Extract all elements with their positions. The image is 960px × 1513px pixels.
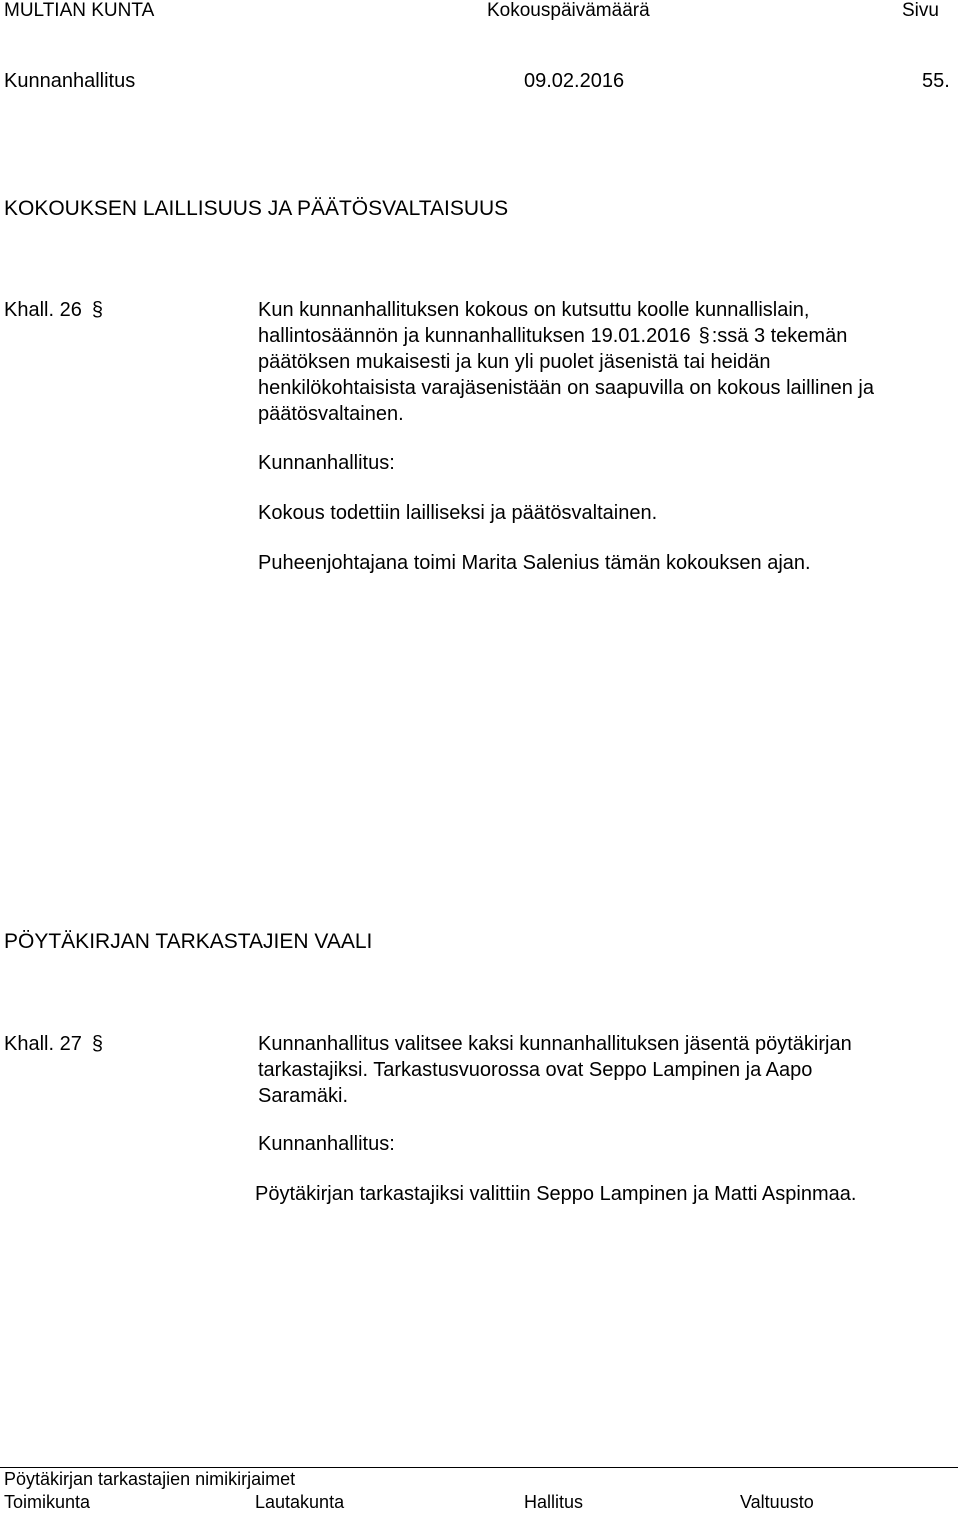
footer-col-toimikunta: Toimikunta <box>4 1492 91 1512</box>
body-line <box>258 323 948 349</box>
footer-col-hallitus: Hallitus <box>524 1492 584 1512</box>
meeting-date: 09.02.2016 <box>524 70 625 92</box>
body-line: päätöksen mukaisesti ja kun yli puolet jäsenistä tai heidän <box>258 351 771 373</box>
footer-col-lautakunta: Lautakunta <box>255 1492 345 1512</box>
date-label: Kokouspäivämäärä <box>487 0 650 21</box>
section-title: PÖYTÄKIRJAN TARKASTAJIEN VAALI <box>4 930 373 953</box>
section-ref <box>4 1033 103 1056</box>
body-line: tarkastajiksi. Tarkastusvuorossa ovat Seppo Lampinen ja Aapo <box>258 1059 813 1081</box>
decision-line: Pöytäkirjan tarkastajiksi valittiin Seppo Lampinen ja Matti Aspinmaa. <box>255 1183 857 1205</box>
section-title: KOKOUKSEN LAILLISUUS JA PÄÄTÖSVALTAISUUS <box>4 197 509 220</box>
body-line-part: :ssä 3 tekemän <box>711 325 848 347</box>
decider-label: Kunnanhallitus: <box>258 452 395 474</box>
body-line: henkilökohtaisista varajäsenistään on saapuvilla on kokous laillinen ja <box>258 377 874 399</box>
body-name: Kunnanhallitus <box>4 70 136 92</box>
section-body <box>258 1031 948 1109</box>
section-ref-text: Khall. 26 <box>4 299 82 321</box>
decider-label: Kunnanhallitus: <box>258 1133 395 1155</box>
footer-title: Pöytäkirjan tarkastajien nimikirjaimet <box>4 1469 296 1489</box>
page-label: Sivu <box>902 0 939 21</box>
footer-divider <box>0 1467 958 1468</box>
section-sign: § <box>91 1033 103 1055</box>
body-line: Kunnanhallitus valitsee kaksi kunnanhallituksen jäsentä pöytäkirjan <box>258 1033 852 1055</box>
section-sign: § <box>698 325 710 347</box>
body-line: Kun kunnanhallituksen kokous on kutsuttu koolle kunnallislain, <box>258 299 810 321</box>
section-body <box>258 297 948 427</box>
section-ref-text: Khall. 27 <box>4 1033 82 1055</box>
section-ref <box>4 299 103 322</box>
page-number: 55. <box>922 70 950 92</box>
body-line-part: hallintosäännön ja kunnanhallituksen 19.01.2016 <box>258 325 691 347</box>
footer-col-valtuusto: Valtuusto <box>740 1492 814 1512</box>
org-name: MULTIAN KUNTA <box>4 0 155 21</box>
section-sign: § <box>91 299 103 321</box>
body-line: päätösvaltainen. <box>258 403 404 425</box>
body-line: Saramäki. <box>258 1085 349 1107</box>
decision-line: Kokous todettiin lailliseksi ja päätösvaltainen. <box>258 502 658 524</box>
decision-line: Puheenjohtajana toimi Marita Salenius tämän kokouksen ajan. <box>258 552 811 574</box>
